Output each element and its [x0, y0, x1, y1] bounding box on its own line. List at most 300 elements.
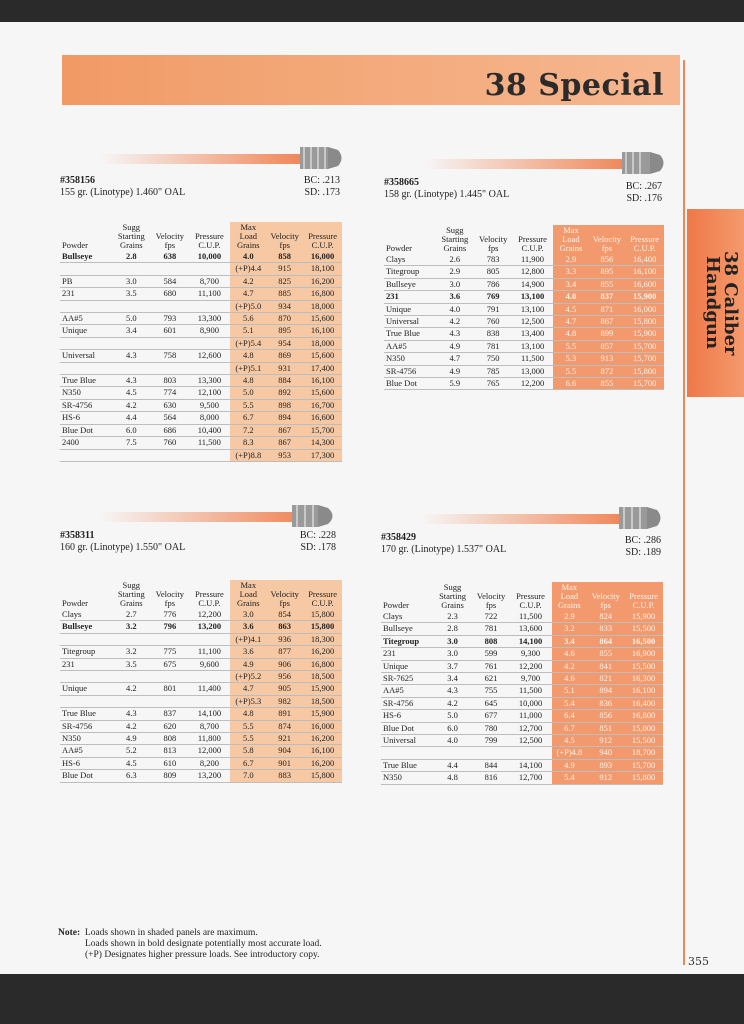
table-row	[60, 609, 342, 621]
col-velocity-start-cell: 837	[151, 708, 188, 720]
col-velocity-start-cell: 791	[475, 303, 512, 315]
page-title: 38 Special	[484, 68, 664, 103]
load-table	[384, 225, 664, 390]
col-pressure-max-cell: 15,900	[303, 683, 342, 695]
table-row	[384, 278, 664, 290]
col-sugg-start-cell: 4.8	[433, 772, 473, 784]
table-row	[60, 683, 342, 695]
col-pressure-max-cell: 16,400	[624, 697, 663, 709]
col-pressure-start-cell: 12,500	[510, 735, 552, 747]
col-velocity-max-cell: 856	[587, 710, 624, 722]
col-velocity-max-cell: 915	[266, 263, 303, 275]
col-sugg-start-cell	[111, 300, 151, 312]
col-pressure-start-cell: 9,500	[188, 399, 230, 411]
col-sugg-start-cell	[111, 633, 151, 645]
col-velocity-start-cell: 722	[473, 611, 510, 623]
accent-bar	[424, 159, 624, 169]
col-max-load-cell: 5.3	[553, 353, 588, 365]
col-powder-cell: Unique	[60, 683, 111, 695]
col-pressure-max-cell: 16,800	[303, 288, 342, 300]
col-sugg-start-cell: 3.2	[111, 621, 151, 633]
col-pressure-start-cell: 13,200	[188, 621, 230, 633]
col-pressure-max-cell: 16,100	[624, 685, 663, 697]
table-row	[60, 375, 342, 387]
col-max-load-cell: 4.0	[553, 291, 588, 303]
col-sugg-start-cell: 4.4	[433, 759, 473, 771]
col-velocity-max-cell: 821	[587, 673, 624, 685]
col-velocity-max-cell: 855	[588, 278, 625, 290]
col-velocity-max-cell: 884	[266, 375, 303, 387]
table-row	[60, 671, 342, 683]
col-pressure-max-cell: 15,800	[625, 316, 664, 328]
col-pressure-max-cell: 16,800	[624, 710, 663, 722]
col-powder-cell: AA#5	[381, 685, 433, 697]
bullet-id: #358156	[60, 175, 95, 186]
col-powder-cell: HS-6	[381, 710, 433, 722]
col-velocity-start-cell	[151, 300, 188, 312]
col-max-load-cell: 5.5	[230, 733, 266, 745]
col-max-load-cell: (+P)4.1	[230, 633, 266, 645]
col-pressure-start-cell: 14,900	[512, 278, 554, 290]
col-sugg-start-cell	[111, 695, 151, 707]
col-powder-cell: N350	[60, 733, 111, 745]
bc-value: BC: .267	[625, 181, 662, 192]
col-sugg-start-cell: 5.9	[435, 378, 475, 390]
col-max-load-cell: (+P)5.2	[230, 671, 266, 683]
table-row	[381, 710, 663, 722]
accent-bar	[100, 512, 300, 522]
col-sugg-start-cell: 4.3	[435, 328, 475, 340]
table-row	[384, 254, 664, 266]
col-max-load-cell: 3.4	[552, 635, 588, 647]
col-sugg-start-cell: 3.0	[111, 275, 151, 287]
table-row	[384, 291, 664, 303]
col-sugg-start-cell: 3.4	[433, 673, 473, 685]
col-velocity-start-cell: 769	[475, 291, 512, 303]
col-pressure-max-cell: 15,900	[625, 328, 664, 340]
col-pressure-max-cell: 16,000	[625, 303, 664, 315]
table-row	[384, 353, 664, 365]
table-row	[60, 646, 342, 658]
col-powder-cell: Titegroup	[381, 635, 433, 647]
col-sugg-start-cell: 3.5	[111, 288, 151, 300]
col-velocity-start-cell	[151, 362, 188, 374]
col-velocity-start-cell	[151, 263, 188, 275]
col-powder-cell: Blue Dot	[381, 722, 433, 734]
col-velocity-start-cell: 805	[475, 266, 512, 278]
col-sugg-start-cell: 4.0	[435, 303, 475, 315]
col-powder-cell: Titegroup	[384, 266, 435, 278]
col-velocity-start-cell: 809	[151, 770, 188, 782]
col-pressure-start-cell: 9,300	[510, 648, 552, 660]
col-velocity-start-cell	[473, 747, 510, 759]
col-sugg-start-cell: 2.6	[435, 254, 475, 266]
load-table	[60, 580, 342, 783]
col-pressure-start-cell: 8,900	[188, 325, 230, 337]
col-max-load-cell: 6.7	[230, 412, 266, 424]
table-row	[381, 697, 663, 709]
col-pressure-max-cell: 15,900	[624, 611, 663, 623]
col-sugg-start-cell	[111, 671, 151, 683]
col-max-load-cell: (+P)4.4	[230, 263, 266, 275]
col-max-load-cell: 3.4	[553, 278, 588, 290]
col-max-load-cell: 6.6	[553, 378, 588, 390]
col-velocity-max-cell: 982	[266, 695, 303, 707]
col-pressure-start-cell: 11,800	[188, 733, 230, 745]
table-row	[60, 449, 342, 461]
col-velocity-max-cell: 905	[266, 683, 303, 695]
col-pressure-start: Pressure C.U.P.	[518, 234, 547, 253]
col-max-load-cell: 4.8	[553, 328, 588, 340]
col-pressure-max-cell: 15,800	[625, 365, 664, 377]
col-powder-cell: Unique	[60, 325, 111, 337]
col-powder-cell	[60, 695, 111, 707]
col-powder-cell: Bullseye	[60, 621, 111, 633]
col-velocity-start-cell: 760	[151, 437, 188, 449]
col-pressure-max-cell: 18,000	[303, 300, 342, 312]
col-sugg-start-cell: 4.7	[435, 353, 475, 365]
col-pressure-start-cell	[188, 300, 230, 312]
bullet-block-358311	[60, 500, 342, 790]
col-velocity-max-cell: 895	[588, 266, 625, 278]
col-sugg-start-cell: 4.9	[111, 733, 151, 745]
col-pressure-max-cell: 16,200	[303, 733, 342, 745]
col-velocity-start-cell	[151, 633, 188, 645]
col-max-load-cell: 5.8	[230, 745, 266, 757]
col-velocity-max-cell: 956	[266, 671, 303, 683]
col-max-load-cell: 5.1	[552, 685, 588, 697]
col-powder-cell: Universal	[384, 316, 435, 328]
col-velocity-start-cell: 783	[475, 254, 512, 266]
col-pressure-max-cell: 17,300	[303, 449, 342, 461]
col-pressure-start-cell: 11,000	[510, 710, 552, 722]
col-pressure-max-cell: 15,700	[624, 759, 663, 771]
accent-bar	[100, 154, 300, 164]
col-max-load-cell: 4.2	[230, 275, 266, 287]
col-max-load: Max Load Grains	[553, 225, 588, 254]
col-velocity-max-cell: 913	[588, 353, 625, 365]
col-powder-cell: 231	[381, 648, 433, 660]
col-max-load-cell: (+P)5.4	[230, 337, 266, 349]
table-row	[384, 266, 664, 278]
bullet-desc: 155 gr. (Linotype) 1.460" OAL	[60, 187, 186, 198]
col-sugg-start-cell: 4.3	[111, 350, 151, 362]
col-velocity-start-cell: 799	[473, 735, 510, 747]
col-pressure-max: Pressure C.U.P.	[624, 582, 663, 611]
col-pressure-max-cell: 16,100	[625, 266, 664, 278]
col-powder-cell: SR-4756	[60, 720, 111, 732]
note-label: Note:	[58, 928, 81, 938]
bullet-desc: 170 gr. (Linotype) 1.537" OAL	[381, 544, 507, 555]
col-max-load-cell: 5.0	[230, 387, 266, 399]
col-pressure-max-cell: 18,500	[303, 671, 342, 683]
col-velocity-max: Velocity fps	[266, 222, 303, 251]
table-row	[60, 633, 342, 645]
col-max-load-cell: 5.4	[552, 697, 588, 709]
col-velocity-max-cell: 895	[266, 325, 303, 337]
col-velocity-start-cell: 630	[151, 399, 188, 411]
col-velocity-max-cell: 934	[266, 300, 303, 312]
footnote	[58, 928, 322, 961]
col-pressure-max-cell: 16,100	[303, 745, 342, 757]
table-row	[384, 316, 664, 328]
col-velocity-max-cell: 885	[266, 288, 303, 300]
table-row	[60, 658, 342, 670]
col-powder-cell	[60, 671, 111, 683]
col-velocity-start-cell: 808	[151, 733, 188, 745]
col-velocity-start-cell: 620	[151, 720, 188, 732]
col-pressure-max-cell: 15,500	[624, 735, 663, 747]
col-max-load-cell: 4.7	[230, 683, 266, 695]
table-row	[60, 733, 342, 745]
note-line-1: Loads shown in shaded panels are maximum.	[84, 928, 258, 938]
col-pressure-max-cell: 16,600	[625, 278, 664, 290]
col-velocity-max-cell: 921	[266, 733, 303, 745]
col-velocity-start-cell: 781	[473, 623, 510, 635]
col-max-load-cell: 3.2	[552, 623, 588, 635]
col-velocity-start-cell: 781	[475, 340, 512, 352]
col-max-load-cell: 5.5	[553, 340, 588, 352]
col-pressure-max: Pressure C.U.P.	[303, 222, 342, 251]
col-pressure-start-cell: 14,100	[510, 635, 552, 647]
col-velocity-max: Velocity fps	[587, 582, 624, 611]
col-pressure-start-cell: 10,000	[188, 251, 230, 263]
col-pressure-max-cell: 15,700	[303, 424, 342, 436]
col-sugg-start-cell: 4.2	[435, 316, 475, 328]
col-velocity-max-cell: 867	[588, 316, 625, 328]
col-powder-cell: AA#5	[60, 313, 111, 325]
col-sugg-start-cell: 5.0	[111, 313, 151, 325]
col-velocity-start-cell: 686	[151, 424, 188, 436]
col-powder-cell	[60, 263, 111, 275]
col-velocity-start: Velocity fps	[476, 591, 506, 610]
col-pressure-start-cell: 12,200	[510, 660, 552, 672]
col-max-load-cell: 5.1	[230, 325, 266, 337]
table-row	[381, 772, 663, 784]
col-max-load-cell: 4.8	[230, 350, 266, 362]
col-sugg-start: Sugg Starting Grains	[439, 582, 466, 610]
col-velocity-max-cell: 883	[266, 770, 303, 782]
bullet-icon	[617, 504, 665, 532]
accent-bar	[421, 514, 621, 524]
col-velocity-start-cell: 638	[151, 251, 188, 263]
col-velocity-start-cell: 801	[151, 683, 188, 695]
col-max-load-cell: 3.6	[230, 646, 266, 658]
col-sugg-start-cell: 4.2	[111, 399, 151, 411]
bullet-block-358665	[384, 147, 664, 407]
col-max-load-cell: 4.7	[553, 316, 588, 328]
col-sugg-start-cell: 4.2	[111, 683, 151, 695]
col-pressure-start-cell	[188, 671, 230, 683]
col-powder-cell: True Blue	[381, 759, 433, 771]
right-rule	[683, 60, 685, 965]
col-powder-cell: Universal	[60, 350, 111, 362]
col-max-load-cell: 3.3	[553, 266, 588, 278]
col-sugg-start-cell: 2.8	[433, 623, 473, 635]
col-sugg-start-cell: 4.9	[435, 365, 475, 377]
col-sugg-start-cell: 2.7	[111, 609, 151, 621]
table-row	[381, 747, 663, 759]
col-velocity-start-cell: 564	[151, 412, 188, 424]
col-sugg-start-cell: 3.2	[111, 646, 151, 658]
col-powder-cell: HS-6	[60, 757, 111, 769]
col-powder-cell: Clays	[384, 254, 435, 266]
col-powder-cell: Clays	[60, 609, 111, 621]
table-row	[384, 378, 664, 390]
col-velocity-start: Velocity fps	[479, 234, 508, 253]
col-velocity-start-cell: 813	[151, 745, 188, 757]
table-row	[60, 708, 342, 720]
col-velocity-max-cell: 953	[266, 449, 303, 461]
col-powder-cell: 231	[60, 288, 111, 300]
col-pressure-max-cell: 15,800	[624, 772, 663, 784]
col-max-load-cell: (+P)4.8	[552, 747, 588, 759]
bc-value: BC: .286	[624, 535, 661, 546]
table-row	[60, 424, 342, 436]
col-velocity-start-cell: 785	[475, 365, 512, 377]
col-max-load-cell: (+P)5.1	[230, 362, 266, 374]
col-max-load-cell: 4.8	[230, 708, 266, 720]
table-row	[60, 350, 342, 362]
col-pressure-max-cell: 15,900	[303, 708, 342, 720]
table-row	[60, 745, 342, 757]
col-pressure-start-cell: 10,000	[510, 697, 552, 709]
table-row	[381, 685, 663, 697]
col-powder-cell	[60, 300, 111, 312]
table-row	[381, 611, 663, 623]
col-powder: Powder	[62, 240, 88, 250]
col-powder-cell: Blue Dot	[60, 424, 111, 436]
col-velocity-start-cell: 793	[151, 313, 188, 325]
col-max-load-cell: 4.0	[230, 251, 266, 263]
col-velocity-start-cell: 610	[151, 757, 188, 769]
col-sugg-start-cell: 4.4	[111, 412, 151, 424]
table-row	[60, 263, 342, 275]
col-velocity-start-cell: 601	[151, 325, 188, 337]
col-pressure-start-cell: 13,300	[188, 375, 230, 387]
col-pressure-start-cell: 12,200	[512, 378, 554, 390]
sd-value: SD: .176	[626, 193, 662, 204]
table-row	[60, 399, 342, 411]
col-max-load-cell: 6.7	[230, 757, 266, 769]
col-pressure-start-cell	[188, 337, 230, 349]
col-powder-cell: Bullseye	[381, 623, 433, 635]
col-sugg-start-cell: 4.0	[433, 735, 473, 747]
col-pressure-max-cell: 16,600	[303, 412, 342, 424]
col-velocity-max-cell: 833	[587, 623, 624, 635]
bullet-desc: 160 gr. (Linotype) 1.550" OAL	[60, 542, 186, 553]
col-pressure-max-cell: 15,800	[303, 609, 342, 621]
col-sugg-start-cell: 2.3	[433, 611, 473, 623]
col-max-load-cell: (+P)5.0	[230, 300, 266, 312]
col-velocity-max-cell: 898	[266, 399, 303, 411]
col-pressure-max: Pressure C.U.P.	[625, 225, 664, 254]
col-powder-cell: PB	[60, 275, 111, 287]
side-tab-label: 38 Caliber Handgun	[702, 250, 741, 356]
col-pressure-start-cell: 11,500	[188, 437, 230, 449]
col-velocity-start-cell: 680	[151, 288, 188, 300]
col-velocity-start-cell	[151, 695, 188, 707]
col-powder-cell	[60, 449, 111, 461]
col-sugg-start-cell: 2.8	[111, 251, 151, 263]
table-row	[384, 340, 664, 352]
table-row	[60, 770, 342, 782]
col-powder-cell: HS-6	[60, 412, 111, 424]
col-velocity-start-cell: 844	[473, 759, 510, 771]
col-velocity-max-cell: 891	[266, 708, 303, 720]
col-velocity-max-cell: 894	[266, 412, 303, 424]
col-pressure-max-cell: 16,300	[624, 673, 663, 685]
col-velocity-start-cell	[151, 337, 188, 349]
col-pressure-start-cell: 12,600	[188, 350, 230, 362]
table-row	[60, 337, 342, 349]
col-velocity-max-cell: 901	[266, 757, 303, 769]
col-pressure-start: Pressure C.U.P.	[516, 591, 545, 610]
load-table	[60, 222, 342, 462]
col-velocity-start-cell: 816	[473, 772, 510, 784]
col-velocity-max-cell: 856	[588, 254, 625, 266]
col-velocity-max-cell: 931	[266, 362, 303, 374]
col-pressure-max-cell: 18,000	[303, 337, 342, 349]
col-pressure-max-cell: 15,500	[624, 660, 663, 672]
col-pressure-start-cell: 12,700	[510, 772, 552, 784]
col-powder-cell	[381, 747, 433, 759]
table-row	[60, 621, 342, 633]
col-pressure-start: Pressure C.U.P.	[194, 589, 224, 608]
col-pressure-max-cell: 16,500	[624, 635, 663, 647]
col-velocity-max: Velocity fps	[588, 225, 625, 254]
col-max-load: Max Load Grains	[552, 582, 588, 611]
col-velocity-start-cell: 838	[475, 328, 512, 340]
col-sugg-start-cell: 4.2	[111, 720, 151, 732]
col-sugg-start-cell: 4.2	[433, 697, 473, 709]
col-pressure-start-cell: 11,100	[188, 646, 230, 658]
col-sugg-start-cell	[433, 747, 473, 759]
col-pressure-start-cell: 13,000	[512, 365, 554, 377]
sd-value: SD: .173	[304, 187, 340, 198]
col-pressure-start-cell: 13,100	[512, 340, 554, 352]
col-velocity-max-cell: 877	[266, 646, 303, 658]
col-pressure-start-cell: 11,100	[188, 288, 230, 300]
bullet-icon	[290, 502, 338, 530]
col-sugg-start-cell: 7.5	[111, 437, 151, 449]
col-velocity-max-cell: 857	[588, 340, 625, 352]
col-velocity-start-cell: 677	[473, 710, 510, 722]
col-sugg-start-cell: 6.3	[111, 770, 151, 782]
col-velocity-start-cell: 621	[473, 673, 510, 685]
bullet-id: #358665	[384, 177, 419, 188]
table-row	[60, 300, 342, 312]
col-velocity-start: Velocity fps	[155, 231, 184, 250]
col-velocity-start-cell: 584	[151, 275, 188, 287]
col-pressure-max-cell: 16,100	[303, 325, 342, 337]
table-row	[60, 313, 342, 325]
col-max-load-cell: 7.0	[230, 770, 266, 782]
col-pressure-start-cell	[188, 449, 230, 461]
col-pressure-max-cell: 16,900	[624, 648, 663, 660]
col-velocity-start-cell: 775	[151, 646, 188, 658]
table-row	[381, 648, 663, 660]
col-velocity-max-cell: 841	[587, 660, 624, 672]
col-pressure-start-cell: 8,700	[188, 275, 230, 287]
col-sugg-start-cell: 3.0	[433, 648, 473, 660]
col-pressure-start-cell: 11,400	[188, 683, 230, 695]
col-pressure-start-cell: 13,600	[510, 623, 552, 635]
col-sugg-start-cell	[111, 337, 151, 349]
col-max-load-cell: 5.5	[553, 365, 588, 377]
page	[0, 22, 744, 974]
col-velocity-start-cell: 758	[151, 350, 188, 362]
